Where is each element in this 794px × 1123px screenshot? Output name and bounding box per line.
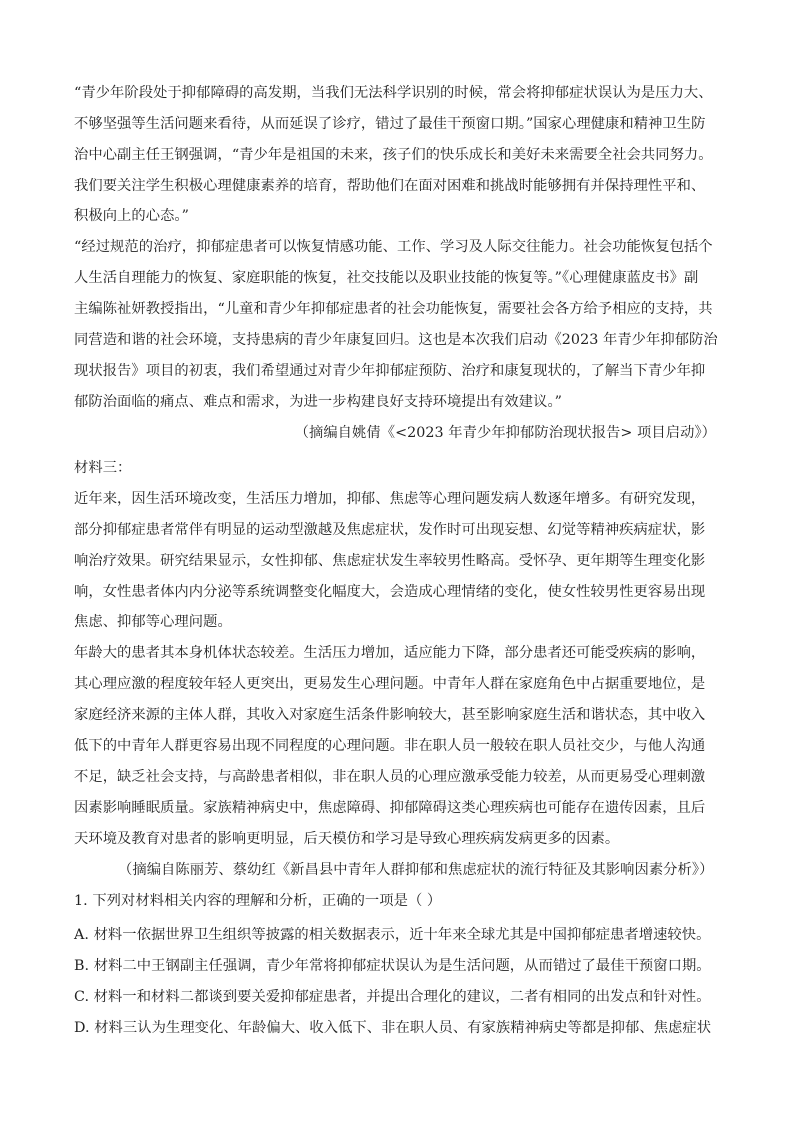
paragraph-line: 积极向上的心态。”	[74, 208, 189, 224]
section-heading: 材料三：	[74, 460, 132, 476]
option-a: A. 材料一依据世界卫生组织等披露的相关数据表示，近十年来全球尤其是中国抑郁症患者增速较快。	[74, 927, 711, 943]
paragraph-line: 响治疗效果。研究结果显示，女性抑郁、焦虑症状发生率较男性略高。受怀孕、更年期等生理变化影	[74, 553, 706, 569]
paragraph-line: 郁防治面临的痛点、难点和需求，为进一步构建良好支持环境提出有效建议。”	[74, 394, 562, 410]
option-b: B. 材料二中王钢副主任强调，青少年常将抑郁症状误认为是生活问题，从而错过了最佳干预窗口期。	[74, 958, 711, 974]
source-citation: （摘编自姚倩《<2023 年青少年抑郁防治现状报告> 项目启动》）	[294, 425, 716, 441]
paragraph-line: 部分抑郁症患者常伴有明显的运动型激越及焦虑症状，发作时可出现妄想、幻觉等精神疾病症状，影	[74, 522, 706, 538]
paragraph-line: 低下的中青年人群更容易出现不同程度的心理问题。非在职人员一般较在职人员社交少，与他人沟通	[74, 738, 706, 754]
paragraph-line: 同营造和谐的社会环境，支持患病的青少年康复回归。这也是本次我们启动《2023 年青少年抑郁防治	[74, 332, 718, 348]
paragraph-line: 天环境及教育对患者的影响更明显，后天模仿和学习是导致心理疾病发病更多的因素。	[74, 831, 620, 847]
paragraph-line: 家庭经济来源的主体人群，其收入对家庭生活条件影响较大，甚至影响家庭生活和谐状态，其中收入	[74, 707, 706, 723]
paragraph-line: 年龄大的患者其本身机体状态较差。生活压力增加，适应能力下降，部分患者还可能受疾病的影响，	[74, 645, 706, 661]
option-c: C. 材料一和材料二都谈到要关爱抑郁症患者，并提出合理化的建议，二者有相同的出发点和针对性。	[74, 989, 711, 1005]
paragraph-line: “经过规范的治疗，抑郁症患者可以恢复情感功能、工作、学习及人际交往能力。社会功能恢复包括个	[74, 239, 713, 255]
question-stem: 1. 下列对材料相关内容的理解和分析，正确的一项是（ ）	[74, 893, 442, 909]
paragraph-line: 现状报告》项目的初衷，我们希望通过对青少年抑郁症预防、治疗和康复现状的，了解当下青少年抑	[74, 363, 706, 379]
paragraph-line: 治中心副主任王钢强调，“青少年是祖国的未来，孩子们的快乐成长和美好未来需要全社会共同努力。	[74, 147, 713, 163]
option-d: D. 材料三认为生理变化、年龄偏大、收入低下、非在职人员、有家族精神病史等都是抑郁、焦虑症状	[74, 1020, 712, 1036]
source-citation: （摘编自陈丽芳、蔡幼红《新昌县中青年人群抑郁和焦虑症状的流行特征及其影响因素分析》）	[118, 862, 714, 878]
paragraph-line: 主编陈祉妍教授指出，“儿童和青少年抑郁症患者的社会功能恢复，需要社会各方给予相应的支持，共	[74, 301, 713, 317]
paragraph-line: 其心理应激的程度较年轻人更突出，更易发生心理问题。中青年人群在家庭角色中占据重要地位，是	[74, 676, 706, 692]
paragraph-line: 人生活自理能力的恢复、家庭职能的恢复，社交技能以及职业技能的恢复等。”《心理健康蓝皮书》副	[74, 270, 699, 286]
paragraph-line: 响，女性患者体内内分泌等系统调整变化幅度大，会造成心理情绪的变化，使女性较男性更容易出现	[74, 584, 706, 600]
paragraph-line: 不足，缺乏社会支持，与高龄患者相似，非在职人员的心理应激承受能力较差，从而更易受心理刺激	[74, 769, 706, 785]
paragraph-line: 因素影响睡眠质量。家族精神病史中，焦虑障碍、抑郁障碍这类心理疾病也可能存在遗传因素，且后	[74, 800, 706, 816]
paragraph-line: 不够坚强等生活问题来看待，从而延误了诊疗，错过了最佳干预窗口期。”国家心理健康和精神卫生防	[74, 116, 706, 132]
paragraph-line: “青少年阶段处于抑郁障碍的高发期，当我们无法科学识别的时候，常会将抑郁症状误认为是压力大、	[74, 85, 713, 101]
paragraph-line: 我们要关注学生积极心理健康素养的培育，帮助他们在面对困难和挑战时能够拥有并保持理性平和、	[74, 178, 706, 194]
paragraph-line: 焦虑、抑郁等心理问题。	[74, 614, 232, 630]
paragraph-line: 近年来，因生活环境改变，生活压力增加，抑郁、焦虑等心理问题发病人数逐年增多。有研究发现，	[74, 491, 706, 507]
